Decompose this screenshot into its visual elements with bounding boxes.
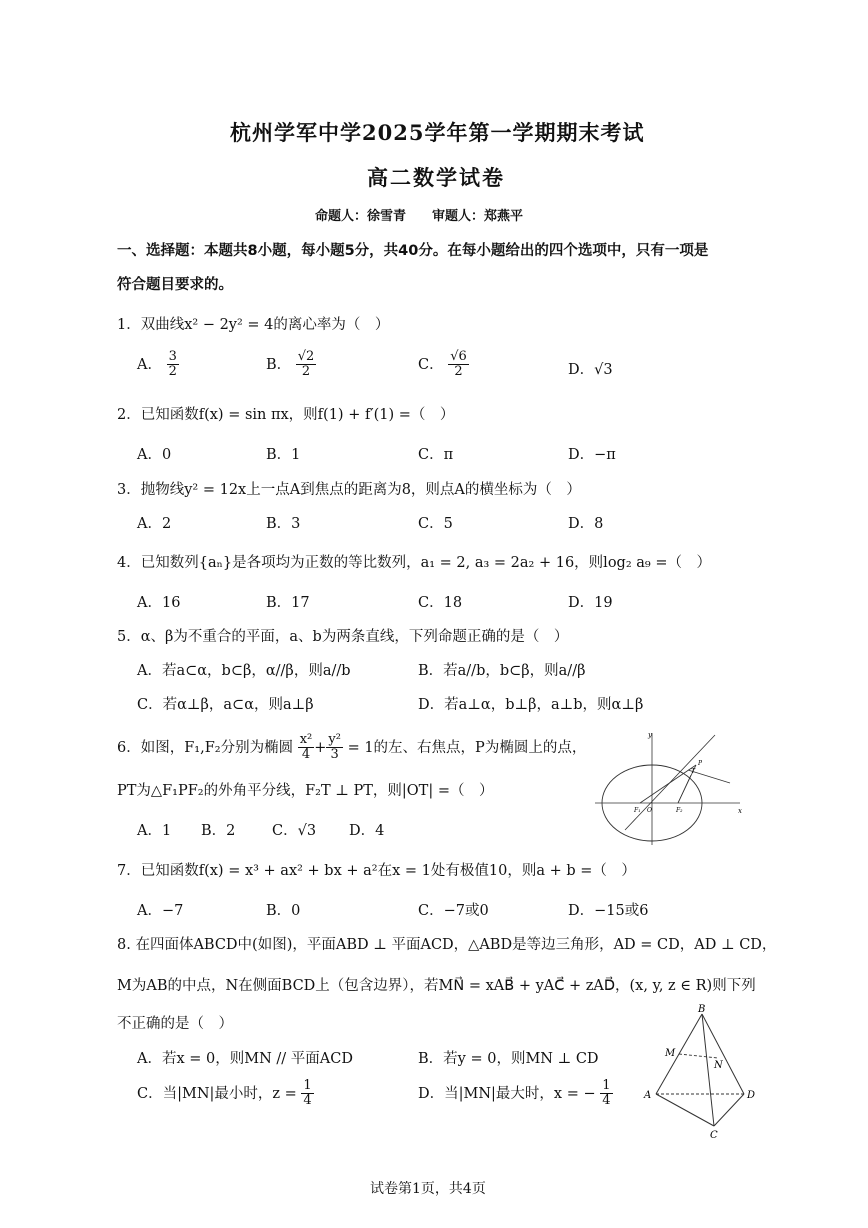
q8-c-num: 1 [303,1078,312,1093]
q5-option-d: D．若a⊥α，b⊥β，a⊥b，则α⊥β [418,697,644,713]
q8-c-text: C．当|MN|最小时，z = [137,1085,297,1102]
exam-subtitle: 高二数学试卷 [367,165,505,190]
question-7-stem: 7．已知函数f(x) = x³ + ax² + bx + a²在x = 1处有极值10，则a + b =（ ） [117,863,636,879]
q1-option-b [266,350,316,380]
fig8-b-label: B [698,1004,706,1015]
fig8-m-label: M [665,1048,676,1059]
q8-d-fraction [600,1079,612,1109]
f2t-line [678,775,691,803]
q1-c-den: 2 [454,364,463,380]
question-3-stem: 3．抛物线y² = 12x上一点A到焦点的距离为8，则点A的横坐标为（ ） [117,482,581,498]
q6-fraction-x [298,733,315,763]
q2-option-b: B．1 [266,447,301,463]
q6-fx-num: x² [299,732,313,747]
edge-bd [702,1014,744,1094]
edge-ac [656,1094,714,1126]
q8-option-b: B．若y = 0，则MN ⊥ CD [418,1051,599,1067]
fig6-f2-label: F₂ [676,807,683,814]
q6-stem-post: = 1的左、右焦点，P为椭圆上的点， [347,739,587,756]
q1-a-label: A． [137,356,162,373]
author-line: 命题人：徐雪青 审题人：郑燕平 [315,209,524,224]
question-2-stem: 2．已知函数f(x) = sin πx，则f(1) + f′(1) =（ ） [117,407,455,423]
q3-option-b: B．3 [266,516,301,532]
question-4-stem: 4．已知数列{aₙ}是各项均为正数的等比数列，a₁ = 2, a₃ = 2a₂ + 16，则log₂ a₉ =（ ） [117,555,711,571]
question-5-stem: 5．α、β为不重合的平面，a、b为两条直线，下列命题正确的是（ ） [117,629,569,645]
exam-title: 杭州学军中学2025学年第一学期期末考试 [230,120,645,145]
edge-dc [714,1094,744,1126]
q1-a-num: 3 [168,349,177,364]
q7-option-d: D．−15或6 [568,903,649,919]
q2-option-a: A．0 [137,447,172,463]
fig6-t-label: T [691,768,696,775]
fig6-p-label: P [698,760,703,767]
q6-fy-num: y² [328,732,341,747]
q6-option-c: C．√3 [272,823,317,839]
q7-option-b: B．0 [266,903,301,919]
q1-b-num: √2 [297,349,315,364]
question-8-line2: M为AB的中点，N在侧面BCD上（包含边界），若MN⃗ = xAB⃗ + yAC⃗ + zAD⃗，(x, y, z ∈ R)则下列 [117,978,756,994]
q8-option-d [418,1079,613,1109]
q1-option-a [137,350,179,380]
q8-c-den: 4 [303,1093,312,1109]
q8-d-den: 4 [602,1093,611,1109]
q1-option-c [418,350,469,380]
q8-d-num: 1 [602,1078,611,1093]
tetrahedron-figure [640,1000,770,1140]
q8-d-text: D．当|MN|最大时，x = − [418,1085,596,1102]
q1-a-den: 2 [168,364,177,380]
q1-c-num: √6 [450,349,467,364]
q4-option-d: D．19 [568,595,613,611]
fig8-n-label: N [714,1060,723,1071]
q5-option-b: B．若a//b，b⊂β，则a//β [418,663,586,679]
fig6-f1-label: F₁ [634,807,641,814]
question-1-stem: 1．双曲线x² − 2y² = 4的离心率为（ ） [117,317,390,333]
q6-stem-pre: 6．如图，F₁,F₂分别为椭圆 [117,739,294,756]
q1-a-fraction [167,350,179,380]
q5-option-a: A．若a⊂α，b⊂β，α//β，则a//b [137,663,351,679]
q8-option-a: A．若x = 0，则MN // 平面ACD [137,1051,353,1067]
fig8-a-label: A [644,1090,652,1101]
segment-mn [679,1054,718,1058]
q6-fx-den: 4 [301,747,311,763]
q1-c-fraction [448,350,469,380]
q6-option-d: D．4 [349,823,385,839]
edge-bc [702,1014,714,1126]
q6-option-b: B．2 [201,823,236,839]
q3-option-d: D．8 [568,516,604,532]
page-footer: 试卷第1页，共4页 [370,1181,486,1197]
q2-option-d: D．−π [568,447,616,463]
q4-option-c: C．18 [418,595,463,611]
question-8-line3: 不正确的是（ ） [117,1016,233,1032]
q8-c-fraction [301,1079,313,1109]
question-6-line2: PT为△F₁PF₂的外角平分线，F₂T ⊥ PT，则|OT| =（ ） [117,783,494,799]
q1-b-fraction [296,350,317,380]
fig6-x-label: x [738,807,742,815]
question-8-line1: 8. 在四面体ABCD中(如图)，平面ABD ⊥ 平面ACD，△ABD是等边三角形，AD = CD，AD ⊥ CD， [117,937,777,953]
fig6-y-label: y [648,731,652,739]
q4-option-a: A．16 [137,595,181,611]
pf1-line [640,765,696,803]
q3-option-c: C．5 [418,516,453,532]
q1-b-den: 2 [301,364,311,380]
fig8-c-label: C [710,1130,718,1140]
q7-option-a: A．−7 [137,903,184,919]
q8-option-c [137,1079,314,1109]
q6-fraction-y [326,733,343,763]
section-heading-line2: 符合题目要求的。 [117,277,233,293]
q1-c-label: C． [418,356,444,373]
q3-option-a: A．2 [137,516,172,532]
q7-option-c: C．−7或0 [418,903,489,919]
q4-option-b: B．17 [266,595,310,611]
question-6-stem: 6．如图，F₁,F₂分别为椭圆 $\frac{\text{x²}}{4}$ + $\frac{\text{y²}}{3}$ = 1的左、右焦点，P为椭圆上的点， [117,732,587,763]
fig6-o-label: O [647,807,652,814]
q6-option-a: A．1 [137,823,172,839]
section-heading-line1: 一、选择题：本题共8小题，每小题5分，共40分。在每小题给出的四个选项中，只有一项是 [117,243,709,259]
ellipse-figure [590,725,750,850]
q1-b-label: B． [266,356,292,373]
q5-option-c: C．若α⊥β，a⊂α，则a⊥β [137,697,314,713]
q1-option-d: D．√3 [568,362,613,378]
q6-fy-den: 3 [330,747,339,763]
fig8-d-label: D [747,1090,756,1101]
q2-option-c: C．π [418,447,454,463]
